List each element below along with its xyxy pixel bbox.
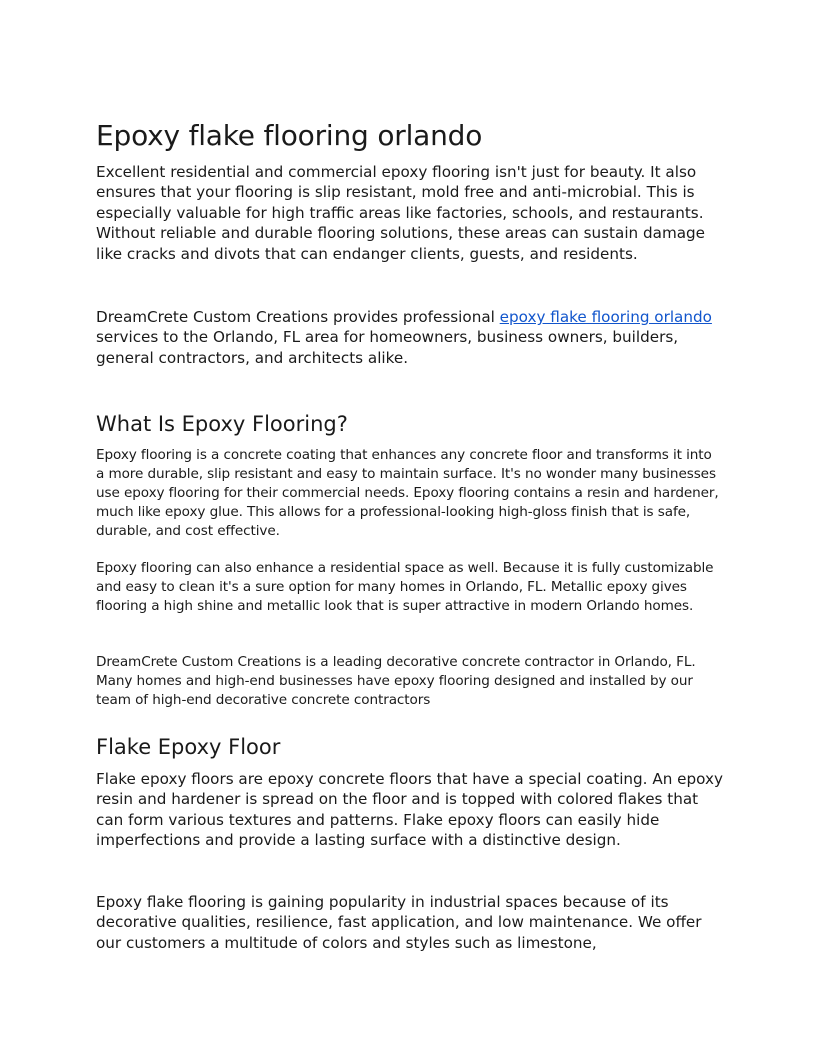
what-is-paragraph-1: Epoxy flooring is a concrete coating that enhances any concrete floor and transforms it into a more durable, slip resistant and easy to maintain surface. It's no wonder many businesses use epoxy flooring for their commercial needs. Epoxy flooring contains a resin and hardener, much like epoxy glue. This allows for a professional-looking high-gloss finish that is safe, durable, and cost effective. xyxy=(96,447,719,539)
section-heading-flake-epoxy: Flake Epoxy Floor xyxy=(96,735,281,759)
what-is-paragraph-3: DreamCrete Custom Creations is a leading decorative concrete contractor in Orlando, FL. Many homes and high-end businesses have epoxy flooring designed and installed by our team of high-end decorative concrete contractors xyxy=(96,654,696,708)
intro-paragraph: Excellent residential and commercial epoxy flooring isn't just for beauty. It also ensures that your flooring is slip resistant, mold free and anti-microbial. This is especially valuable for high traffic areas like factories, schools, and restaurants. Without reliable and durable flooring solutions, these areas can sustain damage like cracks and divots that can endanger clients, guests, and residents. xyxy=(96,163,706,263)
flake-paragraph-1: Flake epoxy floors are epoxy concrete floors that have a special coating. An epoxy resin and hardener is spread on the floor and is topped with colored flakes that can form various textures and patterns. Flake epoxy floors can easily hide imperfections and provide a lasting surface with a distinctive design. xyxy=(96,770,723,850)
provides-text-after: services to the Orlando, FL area for homeowners, business owners, builders, general contractors, and architects alike. xyxy=(96,328,679,367)
provides-text-before: DreamCrete Custom Creations provides professional xyxy=(96,308,500,326)
page-title: Epoxy flake flooring orlando xyxy=(96,119,483,152)
what-is-paragraph-2: Epoxy flooring can also enhance a residential space as well. Because it is fully customizable and easy to clean it's a sure option for many homes in Orlando, FL. Metallic epoxy gives flooring a high shine and metallic look that is super attractive in modern Orlando homes. xyxy=(96,560,714,614)
section-heading-what-is-epoxy: What Is Epoxy Flooring? xyxy=(96,412,348,436)
flake-paragraph-2: Epoxy flake flooring is gaining popularity in industrial spaces because of its decorative qualities, resilience, fast application, and low maintenance. We offer our customers a multitude of colors and styles such as limestone, xyxy=(96,893,702,952)
provides-paragraph xyxy=(96,307,724,368)
epoxy-flake-flooring-link[interactable]: epoxy flake flooring orlando xyxy=(499,308,712,326)
